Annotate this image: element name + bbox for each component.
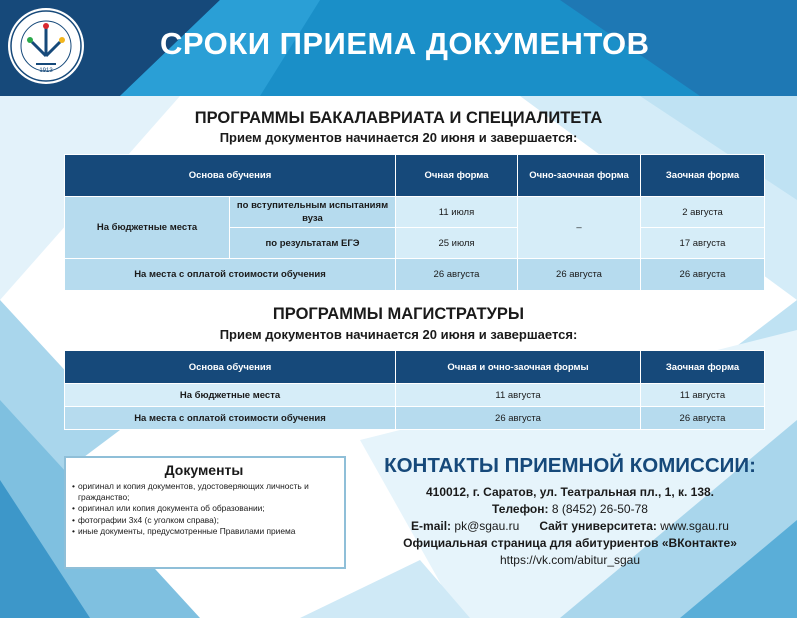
header-fulltime: Очная форма (396, 155, 518, 197)
master-title: ПРОГРАММЫ МАГИСТРАТУРЫ (272, 305, 525, 323)
budget-label: На бюджетные места (65, 197, 230, 259)
list-item: • оригинал или копия документа об образовании; (72, 503, 336, 514)
master-budget-parttime-date: 11 августа (641, 384, 765, 407)
exam-fulltime-date: 11 июля (396, 197, 518, 228)
university-logo (6, 6, 86, 86)
list-item: • фотографии 3х4 (с уголком справа); (72, 515, 336, 526)
vk-label: Официальная страница для абитуриентов «ВКонтакте» (403, 536, 737, 550)
page-title: СРОКИ ПРИЕМА ДОКУМЕНТОВ (160, 26, 650, 61)
header-basis: Основа обучения (65, 155, 396, 197)
documents-list (72, 481, 336, 537)
contacts-address: 410012, г. Саратов, ул. Театральная пл., 1, к. 138. (425, 485, 715, 499)
paid-parttime-date: 26 августа (641, 259, 765, 291)
phone-label: Телефон: (492, 502, 549, 516)
bachelor-table (64, 154, 765, 291)
paid-mixed-date: 26 августа (518, 259, 641, 291)
master-paid-label: На места с оплатой стоимости обучения (65, 407, 396, 430)
exam-parttime-date: 2 августа (641, 197, 765, 228)
master-table (64, 350, 765, 430)
contacts-title: КОНТАКТЫ ПРИЕМНОЙ КОМИССИИ: (384, 454, 756, 477)
paid-fulltime-date: 26 августа (396, 259, 518, 291)
phone-number[interactable]: 8 (8452) 26-50-78 (551, 502, 648, 516)
email-link[interactable]: pk@sgau.ru (454, 519, 520, 533)
paid-label: На места с оплатой стоимости обучения (65, 259, 396, 291)
exam-label: по вступительным испытаниям вуза (230, 197, 396, 228)
site-link[interactable]: www.sgau.ru (660, 519, 729, 533)
master-budget-label: На бюджетные места (65, 384, 396, 407)
header-mixed: Очно-заочная форма (518, 155, 641, 197)
vk-link[interactable]: https://vk.com/abitur_sgau (499, 553, 641, 567)
header-parttime: Заочная форма (641, 155, 765, 197)
master-header-parttime: Заочная форма (641, 351, 765, 384)
bachelor-title: ПРОГРАММЫ БАКАЛАВРИАТА И СПЕЦИАЛИТЕТА (194, 109, 603, 127)
master-header-fulltime-mixed: Очная и очно-заочная формы (396, 351, 641, 384)
master-paid-fulltime-date: 26 августа (396, 407, 641, 430)
documents-title: Документы (164, 462, 244, 478)
budget-mixed-date: – (518, 197, 641, 259)
email-label: E-mail: (411, 519, 452, 533)
ege-parttime-date: 17 августа (641, 228, 765, 259)
bachelor-subtitle: Прием документов начинается 20 июня и завершается: (219, 130, 578, 145)
master-subtitle: Прием документов начинается 20 июня и завершается: (219, 327, 578, 342)
ege-label: по результатам ЕГЭ (230, 228, 396, 259)
site-label: Сайт университета: (539, 519, 657, 533)
list-item: • оригинал и копия документов, удостоверяющих личность и гражданство; (72, 481, 336, 503)
documents-box (64, 456, 346, 569)
ege-fulltime-date: 25 июля (396, 228, 518, 259)
list-item: • иные документы, предусмотренные Правилами приема (72, 526, 336, 537)
master-header-basis: Основа обучения (65, 351, 396, 384)
master-paid-parttime-date: 26 августа (641, 407, 765, 430)
master-budget-fulltime-date: 11 августа (396, 384, 641, 407)
logo-year: 1913 (39, 68, 53, 74)
